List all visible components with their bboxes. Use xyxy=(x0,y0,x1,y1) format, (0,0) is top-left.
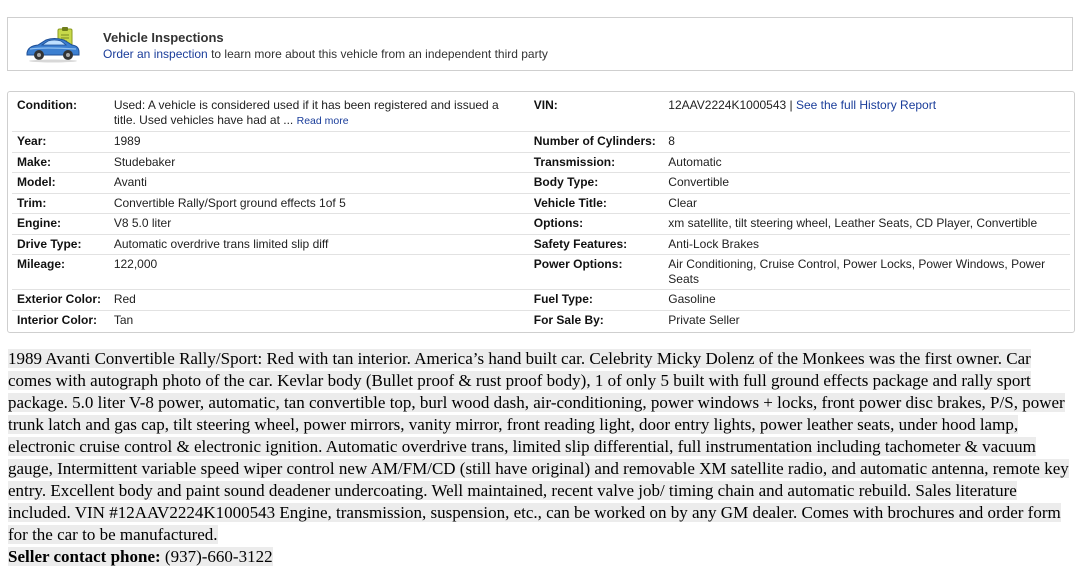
for-sale-by-value: Private Seller xyxy=(668,312,740,327)
vehicle-details-panel xyxy=(7,91,1075,333)
condition-text: Used: A vehicle is considered used if it has been registered and issued a title. Used vehicles have had at ... xyxy=(113,98,499,127)
description-text: 1989 Avanti Convertible Rally/Sport: Red with tan interior. America’s hand built car. Celebrity Micky Dolenz of the Monkees was the first owner. Car comes with autograph photo of the car. Kevlar body (Bullet proof & rust proof body), 1 of only 5 built with full ground effects package and rally sport package. 5.0 liter V-8 power, automatic, tan convertible top, burl wood dash, air-conditioning, power windows + locks, front power disc brakes, P/S, power trunk latch and gas cap, tilt steering wheel, power mirrors, vanity mirror, front reading light, door entry lights, power leather seats, under hood lamp, electronic cruise control & electronic ignition. Automatic overdrive trans, limited slip differential, full instrumentation including tachometer & vacuum gauge, Intermittent variable speed wiper control new AM/FM/CD (still have original) and removable XM satellite radio, and automatic antenna, remote key entry. Excellent body and paint sound deadener undercoating. Well maintained, recent valve job/ timing chain and automatic rebuild. Sales literature included. VIN #12AAV2224K1000543 Engine, transmission, suspension, etc., can be worked on by any GM dealer. Comes with brochures and order form for the car to be manufactured. xyxy=(8,349,1069,544)
body-type-value: Convertible xyxy=(663,173,1070,194)
seller-contact-phone: (937)-660-3122 xyxy=(160,547,273,566)
details-row-drive-type xyxy=(12,234,1070,255)
car-clipboard-icon xyxy=(24,27,82,63)
exterior-color-value: Red xyxy=(109,290,529,311)
options-value: xm satellite, tilt steering wheel, Leather Seats, CD Player, Convertible xyxy=(663,214,1070,235)
exterior-color-label: Exterior Color: xyxy=(12,290,109,311)
engine-value: V8 5.0 liter xyxy=(109,214,529,235)
safety-features-label: Safety Features: xyxy=(529,234,664,255)
details-row-year xyxy=(12,132,1070,153)
power-options-value: Air Conditioning, Cruise Control, Power Locks, Power Windows, Power Seats xyxy=(663,255,1070,290)
seller-contact xyxy=(8,547,273,566)
details-row-exterior-color xyxy=(12,290,1070,311)
transmission-label: Transmission: xyxy=(529,152,664,173)
power-options-label: Power Options: xyxy=(529,255,664,290)
options-label: Options: xyxy=(529,214,664,235)
model-value: Avanti xyxy=(109,173,529,194)
interior-color-value: Tan xyxy=(113,312,134,327)
vehicle-inspections-text: to learn more about this vehicle from an independent third party xyxy=(207,47,548,61)
year-label: Year: xyxy=(12,132,109,153)
seller-contact-label: Seller contact phone: xyxy=(8,547,161,566)
vehicle-title-label: Vehicle Title: xyxy=(529,193,664,214)
seller-description xyxy=(8,348,1070,568)
details-row-mileage xyxy=(12,255,1070,290)
body-type-label: Body Type: xyxy=(529,173,664,194)
transmission-value: Automatic xyxy=(663,152,1070,173)
vehicle-title-value: Clear xyxy=(663,193,1070,214)
details-row-condition xyxy=(12,96,1070,132)
trim-label: Trim: xyxy=(12,193,109,214)
condition-label: Condition: xyxy=(12,96,109,132)
details-row-engine xyxy=(12,214,1070,235)
order-inspection-link[interactable]: Order an inspection xyxy=(103,47,208,61)
drive-type-value: Automatic overdrive trans limited slip diff xyxy=(109,234,529,255)
fuel-type-label: Fuel Type: xyxy=(529,290,664,311)
details-row-trim xyxy=(12,193,1070,214)
cylinders-value: 8 xyxy=(663,132,1070,153)
history-report-link[interactable]: See the full History Report xyxy=(795,98,937,112)
year-value: 1989 xyxy=(109,132,529,153)
details-row-model xyxy=(12,173,1070,194)
mileage-value: 122,000 xyxy=(109,255,529,290)
drive-type-label: Drive Type: xyxy=(12,234,109,255)
model-label: Model: xyxy=(12,173,109,194)
interior-color-label: Interior Color: xyxy=(17,312,97,327)
vin-value xyxy=(663,96,1070,132)
vin-label: VIN: xyxy=(529,96,664,132)
trim-value: Convertible Rally/Sport ground effects 1of 5 xyxy=(109,193,529,214)
fuel-type-value: Gasoline xyxy=(663,290,1070,311)
vin-separator: | xyxy=(786,98,796,112)
vin-number: 12AAV2224K1000543 xyxy=(668,98,787,112)
details-row-interior-color xyxy=(12,310,1070,330)
vehicle-inspections-subtitle xyxy=(103,47,548,61)
read-more-link[interactable]: Read more xyxy=(296,114,349,127)
for-sale-by-label: For Sale By: xyxy=(533,312,604,327)
make-value: Studebaker xyxy=(109,152,529,173)
vehicle-inspections-title: Vehicle Inspections xyxy=(103,30,224,45)
vehicle-inspections-banner xyxy=(7,17,1073,71)
cylinders-label: Number of Cylinders: xyxy=(529,132,664,153)
condition-value xyxy=(109,96,529,132)
make-label: Make: xyxy=(12,152,109,173)
mileage-label: Mileage: xyxy=(12,255,109,290)
details-row-make xyxy=(12,152,1070,173)
safety-features-value: Anti-Lock Brakes xyxy=(663,234,1070,255)
engine-label: Engine: xyxy=(12,214,109,235)
vehicle-details-table xyxy=(12,96,1070,330)
